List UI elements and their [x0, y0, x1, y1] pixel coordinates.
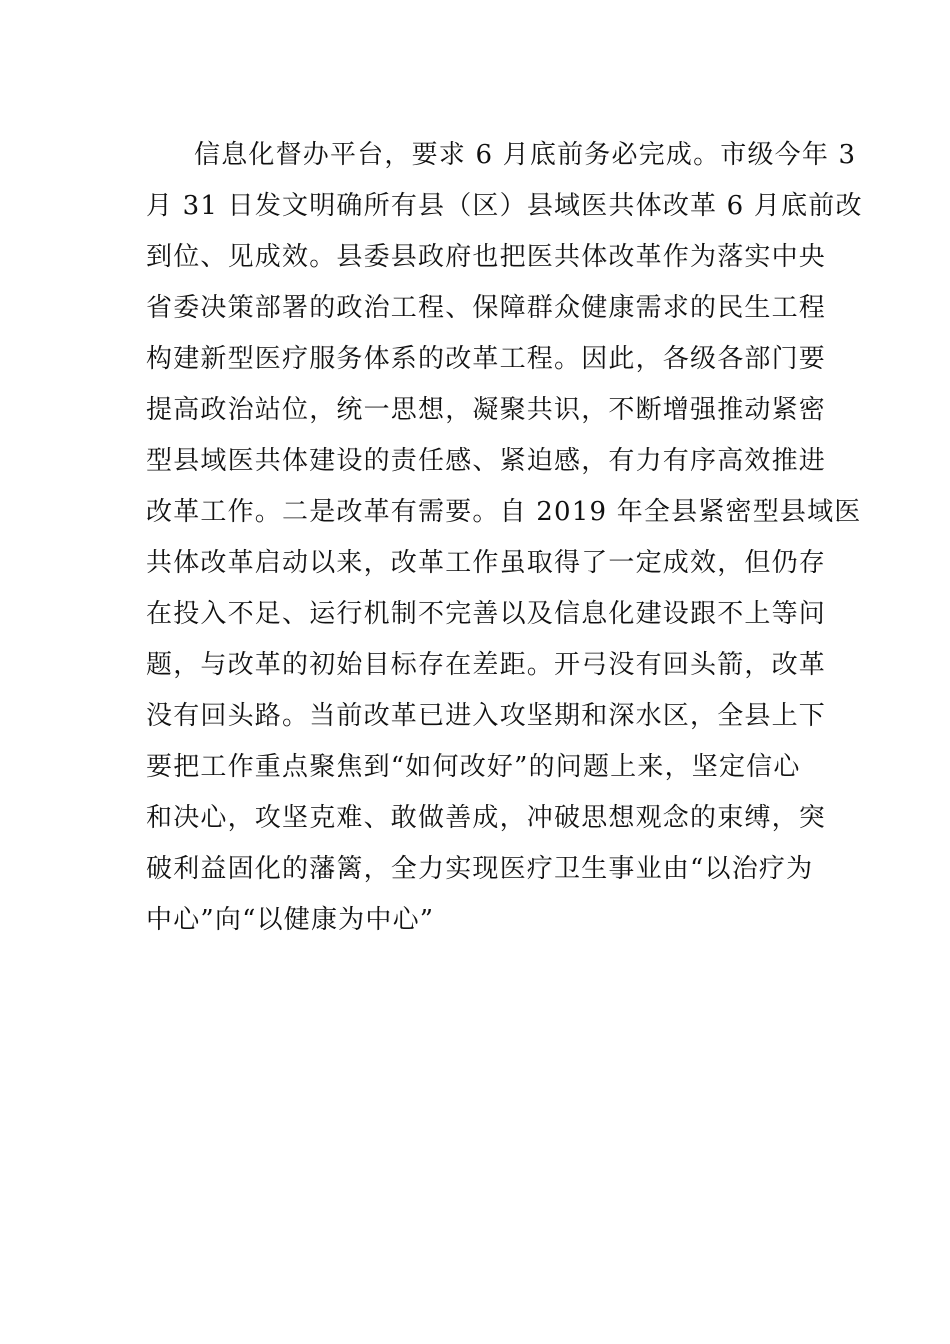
text-line: 共体改革启动以来，改革工作虽取得了一定成效，但仍存 [146, 548, 827, 578]
body-paragraph [146, 130, 863, 946]
text-line: 题，与改革的初始目标存在差距。开弓没有回头箭，改革 [146, 650, 827, 680]
text-line: 中心”向“以健康为中心” [146, 905, 435, 935]
text-line: 没有回头路。当前改革已进入攻坚期和深水区，全县上下 [146, 701, 827, 731]
text-line: 要把工作重点聚焦到“如何改好”的问题上来，坚定信心 [146, 752, 801, 782]
text-line: 月 31 日发文明确所有县（区）县域医共体改革 6 月底前改 [146, 191, 863, 221]
text-line: 到位、见成效。县委县政府也把医共体改革作为落实中央 [146, 242, 827, 272]
text-line: 信息化督办平台，要求 6 月底前务必完成。市级今年 3 [194, 140, 857, 170]
text-line: 在投入不足、运行机制不完善以及信息化建设跟不上等问 [146, 599, 827, 629]
text-line: 提高政治站位，统一思想，凝聚共识，不断增强推动紧密 [146, 395, 827, 425]
text-line: 和决心，攻坚克难、敢做善成，冲破思想观念的束缚，突 [146, 803, 827, 833]
text-line: 改革工作。二是改革有需要。自 2019 年全县紧密型县域医 [146, 497, 862, 527]
text-line: 型县域医共体建设的责任感、紧迫感，有力有序高效推进 [146, 446, 827, 476]
text-line: 省委决策部署的政治工程、保障群众健康需求的民生工程 [146, 293, 827, 323]
text-line: 破利益固化的藩篱，全力实现医疗卫生事业由“以治疗为 [146, 854, 814, 884]
text-line: 构建新型医疗服务体系的改革工程。因此，各级各部门要 [146, 344, 827, 374]
